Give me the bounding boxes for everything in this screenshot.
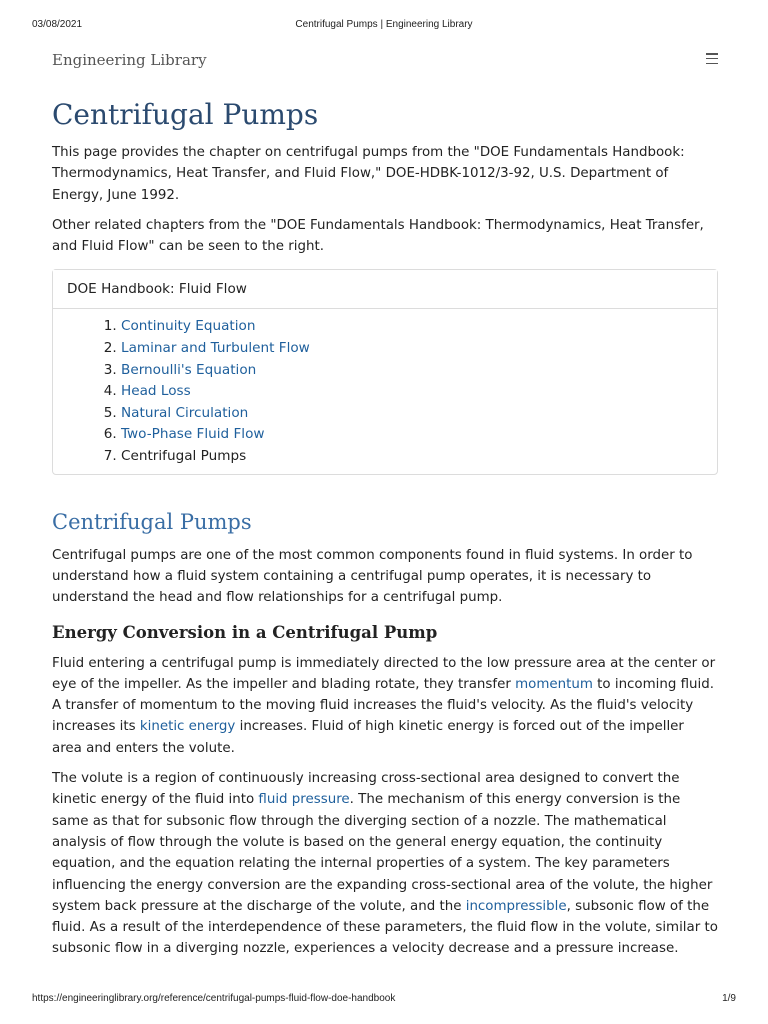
current-chapter-label: Centrifugal Pumps — [121, 448, 247, 465]
print-header — [0, 19, 768, 33]
incompressible-link[interactable]: incompressible — [465, 898, 567, 914]
chapter-item — [121, 360, 703, 382]
text-span: to incoming fluid. A transfer of momentum to the moving fluid increases the fluid's velocity. As the fluid's velocity increases its — [52, 676, 715, 735]
text-span: . The mechanism of this energy conversion is the same as that for subsonic flow through the diverging section of a nozzle. The mathematical analysis of flow through the volute is based on the general energy equation, the continuity equation, and the equation relating the internal properties of a system. The key parameters influencing the energy conversion are the expanding cross-sectional area of the volute, the higher system back pressure at the discharge of the volute, and the — [52, 792, 713, 914]
text-span: Fluid entering a centrifugal pump is immediately directed to the low pressure area at the center or eye of the impeller. As the impeller and blading rotate, they transfer — [52, 655, 716, 692]
energy-conversion-paragraph-2 — [52, 768, 718, 960]
section-heading: Centrifugal Pumps — [52, 509, 252, 534]
text-span: The volute is a region of continuously increasing cross-sectional area designed to convert the kinetic energy of the fluid into — [52, 771, 680, 808]
chapter-link-natural-circulation[interactable]: Natural Circulation — [121, 404, 249, 421]
text-span: , subsonic flow of the fluid. As a result of the interdependence of these parameters, the fluid flow in the volute, similar to subsonic flow in a diverging nozzle, experiences a velocity decrease and a pressure increase. — [52, 898, 718, 957]
site-header — [52, 50, 718, 74]
print-footer — [0, 993, 768, 1007]
chapter-item-current — [121, 446, 703, 468]
chapter-item — [121, 381, 703, 403]
fluid-pressure-link[interactable]: fluid pressure — [258, 792, 350, 808]
subsection-heading: Energy Conversion in a Centrifugal Pump — [52, 622, 438, 642]
section-intro-paragraph: Centrifugal pumps are one of the most common components found in fluid systems. In order to understand how a fluid system containing a centrifugal pump operates, it is necessary to understand the head and flow relationships for a centrifugal pump. — [52, 547, 693, 606]
print-url: https://engineeringlibrary.org/reference/centrifugal-pumps-fluid-flow-doe-handbook — [32, 993, 396, 1004]
energy-conversion-paragraph-1 — [52, 653, 718, 759]
text-span: increases. Fluid of high kinetic energy is forced out of the impeller area and enters the volute. — [52, 719, 684, 756]
chapter-item — [121, 316, 703, 338]
kinetic-energy-link[interactable]: kinetic energy — [139, 719, 236, 735]
chapter-list — [67, 316, 703, 467]
chapter-item — [121, 424, 703, 446]
main-content — [52, 96, 718, 969]
chapter-link-two-phase-fluid-flow[interactable]: Two-Phase Fluid Flow — [121, 426, 265, 443]
handbook-card — [52, 269, 718, 474]
chapter-item — [121, 403, 703, 425]
chapter-link-bernoullis-equation[interactable]: Bernoulli's Equation — [121, 361, 257, 378]
print-page-title: Centrifugal Pumps | Engineering Library — [295, 19, 473, 30]
chapter-link-continuity-equation[interactable]: Continuity Equation — [121, 318, 256, 335]
print-date: 03/08/2021 — [32, 19, 83, 30]
brand-link[interactable]: Engineering Library — [52, 51, 207, 69]
handbook-card-header: DOE Handbook: Fluid Flow — [53, 270, 717, 309]
momentum-link[interactable]: momentum — [515, 676, 593, 692]
chapter-link-laminar-turbulent-flow[interactable]: Laminar and Turbulent Flow — [121, 340, 310, 357]
page-title: Centrifugal Pumps — [52, 98, 319, 131]
chapter-item — [121, 338, 703, 360]
handbook-card-body — [53, 309, 717, 473]
hamburger-menu-icon[interactable] — [706, 53, 718, 65]
chapter-link-head-loss[interactable]: Head Loss — [121, 383, 191, 400]
print-page-number: 1/9 — [722, 993, 736, 1004]
related-chapters-paragraph: Other related chapters from the "DOE Fundamentals Handbook: Thermodynamics, Heat Transfer, and Fluid Flow" can be seen to the right. — [52, 217, 704, 255]
intro-paragraph: This page provides the chapter on centrifugal pumps from the "DOE Fundamentals Handbook: Thermodynamics, Heat Transfer, and Fluid Flow," DOE-HDBK-1012/3-92, U.S. Department of Energy, June 1992. — [52, 145, 685, 203]
